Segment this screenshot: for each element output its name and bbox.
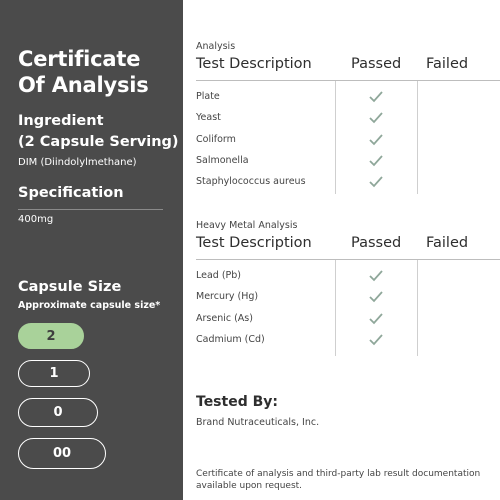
heavy-metal-section-label: Heavy Metal Analysis	[196, 220, 298, 231]
ingredient-value: DIM (Diindolylmethane)	[18, 157, 137, 168]
analysis-column-divider-1	[335, 81, 336, 194]
ingredient-heading-line-2: (2 Capsule Serving)	[18, 134, 179, 150]
capsule-size-option-2[interactable]: 2	[18, 323, 84, 349]
analysis-row-label: Coliform	[196, 134, 236, 145]
capsule-size-subheading: Approximate capsule size*	[18, 300, 161, 311]
analysis-header-passed: Passed	[351, 56, 402, 72]
page-title	[18, 46, 149, 98]
analysis-row-label: Salmonella	[196, 155, 249, 166]
heavy-metal-column-divider-2	[417, 260, 418, 356]
heavy-metal-column-divider-1	[335, 260, 336, 356]
analysis-row-label: Staphylococcus aureus	[196, 176, 306, 187]
ingredient-heading	[18, 111, 179, 153]
tested-by-heading: Tested By:	[196, 394, 278, 410]
check-icon	[368, 154, 384, 168]
heavy-metal-header-divider	[196, 259, 500, 260]
heavy-metal-row-label: Arsenic (As)	[196, 313, 253, 324]
capsule-size-heading: Capsule Size	[18, 279, 122, 295]
analysis-row-label: Plate	[196, 91, 220, 102]
analysis-header-divider	[196, 80, 500, 81]
heavy-metal-header-failed: Failed	[426, 235, 469, 251]
capsule-size-option-0[interactable]: 0	[18, 398, 98, 427]
check-icon	[368, 333, 384, 347]
check-icon	[368, 175, 384, 189]
heavy-metal-row-label: Mercury (Hg)	[196, 291, 259, 302]
left-panel	[0, 0, 183, 500]
analysis-header-description: Test Description	[196, 56, 312, 72]
check-icon	[368, 269, 384, 283]
heavy-metal-header-passed: Passed	[351, 235, 402, 251]
analysis-header-failed: Failed	[426, 56, 469, 72]
ingredient-heading-line-1: Ingredient	[18, 113, 104, 129]
check-icon	[368, 111, 384, 125]
analysis-section-label: Analysis	[196, 41, 236, 52]
check-icon	[368, 90, 384, 104]
heavy-metal-row-label: Lead (Pb)	[196, 270, 242, 281]
footnote: Certificate of analysis and third-party lab result documentation available upon request.	[196, 469, 481, 491]
heavy-metal-header-description: Test Description	[196, 235, 312, 251]
analysis-row-label: Yeast	[196, 112, 221, 123]
title-line-1: Certificate	[18, 47, 141, 71]
capsule-size-option-00[interactable]: 00	[18, 438, 106, 469]
tested-by-value: Brand Nutraceuticals, Inc.	[196, 417, 320, 428]
specification-divider	[18, 209, 163, 210]
title-line-2: Of Analysis	[18, 73, 149, 97]
check-icon	[368, 133, 384, 147]
analysis-column-divider-2	[417, 81, 418, 194]
heavy-metal-row-label: Cadmium (Cd)	[196, 334, 265, 345]
check-icon	[368, 312, 384, 326]
specification-heading: Specification	[18, 185, 124, 201]
capsule-size-option-1[interactable]: 1	[18, 360, 90, 387]
check-icon	[368, 290, 384, 304]
specification-value: 400mg	[18, 214, 54, 225]
